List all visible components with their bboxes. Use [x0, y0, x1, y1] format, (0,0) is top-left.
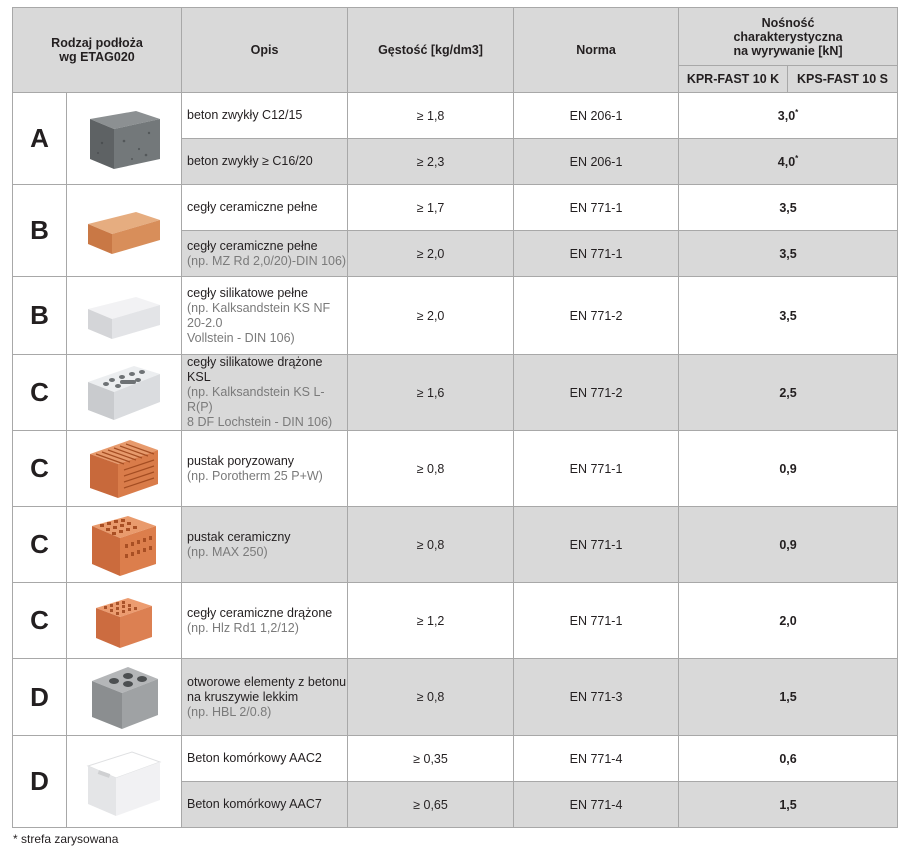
substrate-example: (np. Kalksandstein KS NF 20-2.0 Vollstein - DIN 106) — [187, 300, 331, 345]
table-row — [13, 583, 898, 659]
substrate-description — [182, 139, 348, 185]
capacity-value: 3,5 — [779, 308, 797, 323]
substrate-description — [182, 355, 348, 431]
substrate-category: C — [13, 431, 67, 507]
substrate-category: C — [13, 507, 67, 583]
substrate-name: cegły ceramiczne drążone — [187, 605, 333, 620]
table-row — [13, 277, 898, 355]
norm-cell: EN 771-1 — [514, 185, 679, 231]
density-cell: ≥ 0,35 — [348, 736, 514, 782]
density-cell: ≥ 1,2 — [348, 583, 514, 659]
capacity-value: 1,5 — [779, 690, 797, 704]
density-cell: ≥ 2,0 — [348, 277, 514, 355]
substrate-description — [182, 736, 348, 782]
capacity-value: 3,5 — [779, 246, 797, 261]
capacity-value: 0,9 — [779, 461, 797, 476]
table-row — [13, 93, 898, 139]
substrate-image — [67, 431, 182, 507]
capacity-cell — [679, 139, 898, 185]
substrate-description — [182, 231, 348, 277]
table-row — [13, 736, 898, 782]
footnote-marker: * — [795, 107, 799, 117]
substrate-category: D — [13, 659, 67, 736]
substrate-category: C — [13, 355, 67, 431]
capacity-value: 0,6 — [779, 751, 797, 766]
perforated-ceramic-brick-icon — [67, 590, 181, 652]
density-cell: ≥ 2,0 — [348, 231, 514, 277]
substrate-image — [67, 583, 182, 659]
density-cell: ≥ 1,8 — [348, 93, 514, 139]
density-cell: ≥ 0,65 — [348, 782, 514, 828]
substrate-example: (np. HBL 2/0.8) — [187, 704, 272, 719]
capacity-cell — [679, 507, 898, 583]
substrate-category: D — [13, 736, 67, 828]
table-row — [13, 185, 898, 231]
lightweight-concrete-block-icon — [67, 659, 181, 735]
norm-cell: EN 771-1 — [514, 507, 679, 583]
substrate-name: cegły silikatowe pełne — [187, 285, 308, 300]
capacity-cell — [679, 93, 898, 139]
substrate-name: Beton komórkowy AAC7 — [187, 797, 322, 811]
density-cell: ≥ 0,8 — [348, 659, 514, 736]
norm-cell: EN 771-1 — [514, 583, 679, 659]
capacity-value: 2,0 — [779, 613, 797, 628]
norm-cell: EN 771-2 — [514, 277, 679, 355]
substrate-description — [182, 277, 348, 355]
table-row — [13, 507, 898, 583]
header-kps: KPS-FAST 10 S — [788, 66, 898, 93]
norm-cell: EN 206-1 — [514, 93, 679, 139]
table-row — [13, 659, 898, 736]
header-density: Gęstość [kg/dm3] — [348, 8, 514, 93]
capacity-cell — [679, 355, 898, 431]
substrate-image — [67, 659, 182, 736]
substrate-category: A — [13, 93, 67, 185]
substrate-name: cegły silikatowe drążone KSL — [187, 355, 323, 384]
table-row — [13, 431, 898, 507]
capacity-cell — [679, 736, 898, 782]
substrate-name: cegły ceramiczne pełne — [187, 200, 318, 214]
header-substrate: Rodzaj podłoża wg ETAG020 — [13, 8, 182, 93]
substrate-description — [182, 583, 348, 659]
capacity-value: 0,9 — [779, 537, 797, 552]
grey-concrete-block-icon — [67, 103, 181, 175]
norm-cell: EN 771-4 — [514, 782, 679, 828]
capacity-cell — [679, 277, 898, 355]
substrate-description — [182, 93, 348, 139]
footnote-marker: * — [795, 153, 799, 163]
solid-ceramic-brick-icon — [67, 202, 181, 260]
substrate-image — [67, 507, 182, 583]
substrate-example: (np. MZ Rd 2,0/20)-DIN 106) — [187, 253, 347, 268]
hollow-silicate-brick-icon — [67, 358, 181, 428]
substrate-image — [67, 736, 182, 828]
table-row — [13, 355, 898, 431]
substrate-image — [67, 185, 182, 277]
substrate-description — [182, 507, 348, 583]
anchor-capacity-table — [12, 7, 898, 828]
density-cell: ≥ 2,3 — [348, 139, 514, 185]
substrate-description — [182, 659, 348, 736]
density-cell: ≥ 1,7 — [348, 185, 514, 231]
density-cell: ≥ 0,8 — [348, 507, 514, 583]
capacity-cell — [679, 231, 898, 277]
substrate-image — [67, 93, 182, 185]
substrate-image — [67, 277, 182, 355]
substrate-description — [182, 782, 348, 828]
silicate-brick-icon — [67, 287, 181, 345]
density-cell: ≥ 0,8 — [348, 431, 514, 507]
substrate-name: beton zwykły C12/15 — [187, 108, 303, 122]
header-opis: Opis — [182, 8, 348, 93]
porous-hollow-block-icon — [67, 434, 181, 504]
substrate-example: (np. Hlz Rd1 1,2/12) — [187, 620, 299, 635]
capacity-cell — [679, 583, 898, 659]
aerated-concrete-block-icon — [67, 744, 181, 820]
header-norma: Norma — [514, 8, 679, 93]
header-kpr: KPR-FAST 10 K — [679, 66, 788, 93]
substrate-description — [182, 185, 348, 231]
substrate-example: (np. MAX 250) — [187, 544, 268, 559]
norm-cell: EN 771-3 — [514, 659, 679, 736]
header-capacity: Nośność charakterystyczna na wyrywanie [kN] — [679, 8, 898, 66]
substrate-name: pustak ceramiczny — [187, 529, 291, 544]
ceramic-hollow-block-icon — [67, 510, 181, 580]
substrate-image — [67, 355, 182, 431]
capacity-cell — [679, 659, 898, 736]
substrate-name: beton zwykły ≥ C16/20 — [187, 154, 313, 168]
footnote: * strefa zarysowana — [13, 832, 119, 846]
norm-cell: EN 771-4 — [514, 736, 679, 782]
substrate-name: cegły ceramiczne pełne — [187, 238, 318, 253]
density-cell: ≥ 1,6 — [348, 355, 514, 431]
substrate-name: otworowe elementy z betonu na kruszywie lekkim — [187, 674, 347, 704]
capacity-cell — [679, 431, 898, 507]
substrate-category: B — [13, 185, 67, 277]
norm-cell: EN 771-2 — [514, 355, 679, 431]
substrate-name: Beton komórkowy AAC2 — [187, 751, 322, 765]
capacity-cell — [679, 782, 898, 828]
substrate-category: B — [13, 277, 67, 355]
substrate-name: pustak poryzowany — [187, 453, 295, 468]
capacity-value: 2,5 — [779, 385, 797, 400]
capacity-value: 3,0 — [777, 108, 796, 123]
norm-cell: EN 771-1 — [514, 231, 679, 277]
capacity-cell — [679, 185, 898, 231]
capacity-value: 4,0 — [777, 154, 796, 169]
substrate-example: (np. Porotherm 25 P+W) — [187, 468, 323, 483]
capacity-value: 3,5 — [779, 200, 797, 215]
norm-cell: EN 771-1 — [514, 431, 679, 507]
capacity-value: 1,5 — [779, 797, 797, 812]
norm-cell: EN 206-1 — [514, 139, 679, 185]
substrate-category: C — [13, 583, 67, 659]
substrate-example: (np. Kalksandstein KS L-R(P) 8 DF Lochstein - DIN 106) — [187, 385, 333, 429]
substrate-description — [182, 431, 348, 507]
